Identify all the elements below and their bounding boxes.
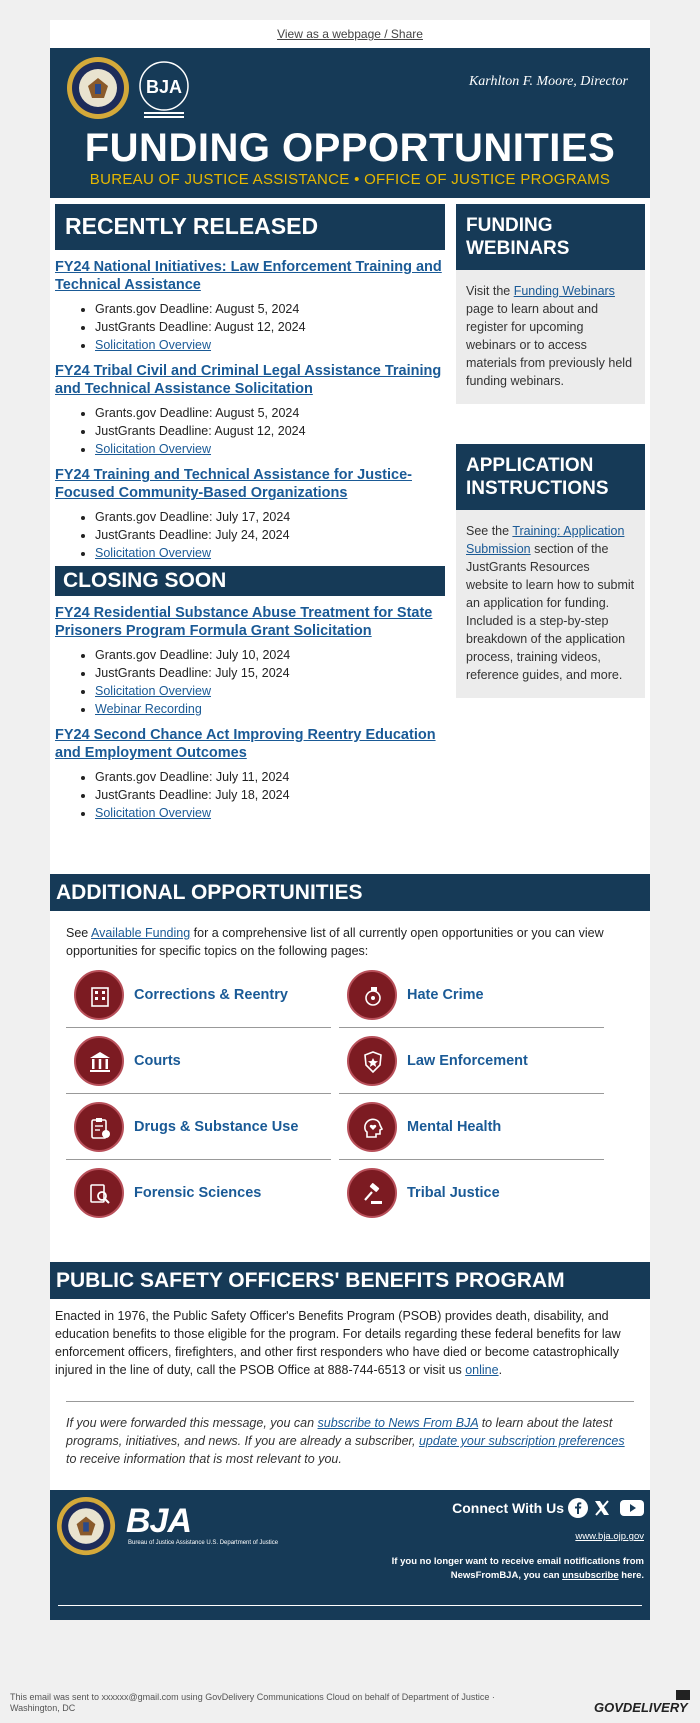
opportunity-title-link[interactable]: FY24 Residential Substance Abuse Treatment for State Prisoners Program Formula Grant Solicitation — [55, 605, 433, 639]
svg-text:BJA: BJA — [145, 77, 183, 97]
application-instructions-heading: APPLICATION INSTRUCTIONS — [456, 444, 645, 510]
director-name: Karhlton F. Moore, Director — [468, 74, 628, 89]
grants-gov-deadline: • Grants.gov Deadline: July 10, 2024 — [95, 646, 445, 664]
justgrants-deadline: • JustGrants Deadline: August 12, 2024 — [95, 422, 445, 440]
topic-law-enforcement[interactable] — [339, 1032, 604, 1094]
webinar-recording-link[interactable]: Webinar Recording — [95, 702, 202, 716]
bja-website-link[interactable]: www.bja.ojp.gov — [575, 1531, 644, 1542]
opportunity-title-link[interactable]: FY24 Second Chance Act Improving Reentry Education and Employment Outcomes — [55, 727, 436, 761]
funding-webinars-link[interactable]: Funding Webinars — [513, 284, 615, 298]
page-title: FUNDING OPPORTUNITIES — [84, 126, 616, 170]
solicitation-overview-link[interactable]: Solicitation Overview — [95, 684, 212, 698]
opportunity-title-link[interactable]: FY24 Training and Technical Assistance for Justice-Focused Community-Based Organizations — [55, 467, 412, 501]
psob-text: Enacted in 1976, the Public Safety Officer's Benefits Program (PSOB) provides death, disability, and education benefits to those eligible for the program. For details regarding these federal benefits for law enforcement officers, firefighters, and other first responders who have died or become catastrophically injured in the line of duty, call the PSOB Office at 888-744-6513 or visit us online. — [55, 1309, 621, 1377]
sent-to-note: This email was sent to xxxxxx@gmail.com using GovDelivery Communications Cloud on behalf of Department of Justice · Washington, DC — [10, 1692, 495, 1713]
header-banner — [50, 48, 650, 198]
topic-corrections-reentry[interactable] — [66, 966, 331, 1028]
additional-opportunities-heading: ADDITIONAL OPPORTUNITIES — [50, 874, 650, 911]
recently-released-heading: RECENTLY RELEASED — [55, 204, 445, 250]
additional-intro: See Available Funding for a comprehensive list of all currently open opportunities or you can view opportunities for specific topics on the following pages: — [66, 926, 604, 958]
view-as-webpage-link[interactable]: View as a webpage / Share — [277, 27, 423, 41]
footer — [50, 1490, 650, 1620]
deadline-list — [55, 508, 445, 562]
bja-logo: BJA — [126, 1502, 192, 1540]
topic-label: Courts — [134, 1053, 181, 1069]
topic-drugs-substance-use[interactable] — [66, 1098, 331, 1160]
funding-webinars-box — [456, 204, 645, 404]
doj-seal-icon — [56, 1496, 116, 1556]
solicitation-overview-link[interactable]: Solicitation Overview — [95, 442, 212, 456]
topic-label: Hate Crime — [407, 987, 484, 1003]
hand-grenade-icon — [347, 970, 397, 1020]
topic-tribal-justice[interactable] — [339, 1164, 604, 1226]
magnifier-document-icon — [74, 1168, 124, 1218]
topic-label: Tribal Justice — [407, 1185, 500, 1201]
bja-anniversary-logo-icon — [132, 56, 196, 120]
funding-webinars-heading: FUNDING WEBINARS — [456, 204, 645, 270]
update-preferences-link[interactable]: update your subscription preferences — [418, 1434, 625, 1448]
page-subtitle: BUREAU OF JUSTICE ASSISTANCE • OFFICE OF JUSTICE PROGRAMS — [89, 171, 611, 188]
doj-seal-icon — [66, 56, 130, 120]
topic-label: Corrections & Reentry — [134, 987, 288, 1003]
deadline-list — [55, 646, 445, 718]
grants-gov-deadline: • Grants.gov Deadline: August 5, 2024 — [95, 404, 445, 422]
forward-note: If you were forwarded this message, you can subscribe to News From BJA to learn about the latest programs, initiatives, and news. If you are already a subscriber, update your subscription preferences to receive information that is most relevant to you. — [66, 1416, 625, 1466]
opportunity-title-link[interactable]: FY24 Tribal Civil and Criminal Legal Assistance Training and Technical Assistance Solicitation — [55, 363, 442, 397]
grants-gov-deadline: • Grants.gov Deadline: August 5, 2024 — [95, 300, 445, 318]
building-icon — [74, 970, 124, 1020]
topic-label: Law Enforcement — [407, 1053, 528, 1069]
x-twitter-icon[interactable] — [592, 1498, 612, 1518]
topic-label: Mental Health — [407, 1119, 502, 1135]
envelope-icon — [676, 1690, 690, 1700]
deadline-list — [55, 768, 445, 822]
application-instructions-text: See the Training: Application Submission section of the JustGrants Resources website to learn how to submit an application for funding. Included is a step-by-step breakdown of the application process, training videos, reference guides, and more. — [466, 524, 635, 682]
deadline-list — [55, 300, 445, 354]
topic-mental-health[interactable] — [339, 1098, 604, 1160]
application-submission-link[interactable]: Training: Application Submission — [466, 524, 625, 556]
unsubscribe-note: If you no longer want to receive email notifications from NewsFromBJA, you can unsubscribe here. — [391, 1556, 644, 1581]
topic-label: Forensic Sciences — [134, 1185, 262, 1201]
police-badge-icon — [347, 1036, 397, 1086]
topic-label: Drugs & Substance Use — [134, 1119, 299, 1135]
bja-logo-subtitle: Bureau of Justice Assistance U.S. Department of Justice — [128, 1540, 279, 1546]
funding-webinars-text: Visit the Funding Webinars page to learn about and register for upcoming webinars or to access materials from previously held funding webinars. — [466, 284, 633, 388]
grants-gov-deadline: • Grants.gov Deadline: July 11, 2024 — [95, 768, 445, 786]
right-column — [456, 204, 645, 698]
facebook-icon[interactable] — [568, 1498, 588, 1518]
psob-heading: PUBLIC SAFETY OFFICERS' BENEFITS PROGRAM — [50, 1262, 650, 1299]
justgrants-deadline: • JustGrants Deadline: July 18, 2024 — [95, 786, 445, 804]
courthouse-icon — [74, 1036, 124, 1086]
subscribe-link[interactable]: subscribe to News From BJA — [317, 1416, 479, 1430]
deadline-list — [55, 404, 445, 458]
head-heart-icon — [347, 1102, 397, 1152]
left-column — [55, 204, 445, 822]
opportunity-title-link[interactable]: FY24 National Initiatives: Law Enforcement Training and Technical Assistance — [55, 259, 442, 293]
unsubscribe-link[interactable]: unsubscribe — [562, 1570, 619, 1581]
solicitation-overview-link[interactable]: Solicitation Overview — [95, 806, 212, 820]
closing-soon-heading: CLOSING SOON — [55, 566, 445, 596]
solicitation-overview-link[interactable]: Solicitation Overview — [95, 546, 212, 560]
justgrants-deadline: • JustGrants Deadline: July 24, 2024 — [95, 526, 445, 544]
topic-grid — [50, 966, 650, 1256]
topic-forensic-sciences[interactable] — [66, 1164, 331, 1226]
grants-gov-deadline: • Grants.gov Deadline: July 17, 2024 — [95, 508, 445, 526]
top-bar — [50, 20, 650, 48]
connect-label: Connect With Us — [452, 1500, 564, 1516]
application-instructions-box — [456, 444, 645, 698]
topic-courts[interactable] — [66, 1032, 331, 1094]
psob-online-link[interactable]: online — [465, 1363, 499, 1377]
divider — [66, 1401, 634, 1402]
main-columns — [50, 198, 650, 874]
youtube-icon[interactable] — [620, 1498, 644, 1518]
justgrants-deadline: • JustGrants Deadline: August 12, 2024 — [95, 318, 445, 336]
justgrants-deadline: • JustGrants Deadline: July 15, 2024 — [95, 664, 445, 682]
solicitation-overview-link[interactable]: Solicitation Overview — [95, 338, 212, 352]
topic-hate-crime[interactable] — [339, 966, 604, 1028]
govdelivery-logo[interactable]: GOVDELIVERY — [594, 1700, 688, 1715]
gavel-icon — [347, 1168, 397, 1218]
clipboard-pills-icon — [74, 1102, 124, 1152]
available-funding-link[interactable]: Available Funding — [91, 926, 191, 940]
email-container — [50, 20, 650, 1620]
